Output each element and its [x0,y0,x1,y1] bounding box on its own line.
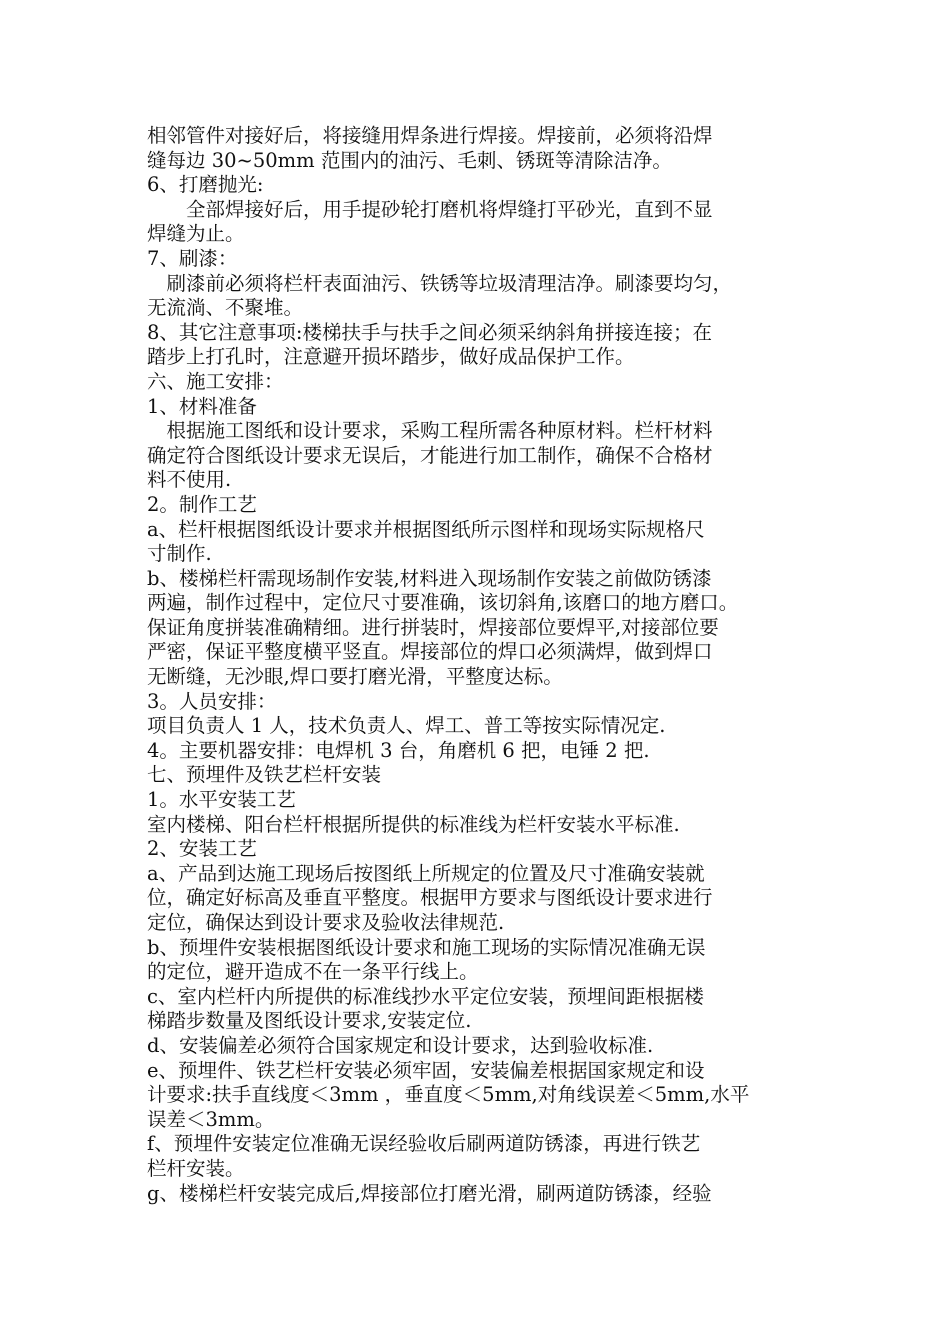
section-heading: 六、施工安排： [147,369,284,393]
text-line: 梯踏步数量及图纸设计要求,安装定位. [147,1009,472,1033]
text-line: g、楼梯栏杆安装完成后,焊接部位打磨光滑，刷两道防锈漆，经验 [147,1181,712,1205]
section-heading: 2。制作工艺 [147,492,257,516]
text-line: 料不使用. [147,468,232,492]
text-line: e、预埋件、铁艺栏杆安装必须牢固，安装偏差根据国家规定和设 [147,1058,705,1082]
text-line: 相邻管件对接好后，将接缝用焊条进行焊接。焊接前，必须将沿焊 [147,124,713,147]
text-line: 的定位，避开造成不在一条平行线上。 [147,960,479,984]
section-heading: 1、材料准备 [147,394,257,418]
text-line: 保证角度拼装准确精细。进行拼装时，焊接部位要焊平,对接部位要 [147,615,719,639]
text-line: 无流淌、不聚堆。 [147,296,304,320]
text-line: 位，确定好标高及垂直平整度。根据甲方要求与图纸设计要求进行 [147,886,713,910]
text-line: b、楼梯栏杆需现场制作安装,材料进入现场制作安装之前做防锈漆 [147,566,712,590]
text-line: 确定符合图纸设计要求无误后，才能进行加工制作，确保不合格材 [147,443,713,467]
text-line: 项目负责人 1 人，技术负责人、焊工、普工等按实际情况定. [147,714,666,738]
text-line: f、预埋件安装定位准确无误经验收后刷两道防锈漆，再进行铁艺 [147,1132,701,1156]
text-line: 踏步上打孔时，注意避开损坏踏步，做好成品保护工作。 [147,345,635,369]
text-line: 栏杆安装。 [147,1156,245,1180]
text-line: 无断缝，无沙眼,焊口要打磨光滑，平整度达标。 [147,665,563,689]
text-line: d、安装偏差必须符合国家规定和设计要求，达到验收标准. [147,1033,654,1057]
text-line: a、产品到达施工现场后按图纸上所规定的位置及尺寸准确安装就 [147,861,705,885]
document-body [147,124,815,1206]
text-line: 计要求:扶手直线度＜3mm ，垂直度＜5mm,对角线误差＜5mm,水平 [147,1083,750,1107]
text-line: 室内楼梯、阳台栏杆根据所提供的标准线为栏杆安装水平标准. [147,812,680,836]
section-heading: 1。水平安装工艺 [147,788,296,812]
text-line: 两遍，制作过程中，定位尺寸要准确，该切斜角,该磨口的地方磨口。 [147,591,739,615]
text-line: 缝每边 30~50mm 范围内的油污、毛刺、锈斑等清除洁净。 [147,148,672,172]
text-line: 4。主要机器安排：电焊机 3 台，角磨机 6 把，电锤 2 把. [147,738,650,762]
text-line: 定位，确保达到设计要求及验收法律规范. [147,911,505,934]
text-line: 误差＜3mm。 [147,1107,275,1131]
text-line: 根据施工图纸和设计要求，采购工程所需各种原材料。栏杆材料 [147,419,713,443]
section-heading: 3。人员安排： [147,689,277,713]
section-heading: 6、打磨抛光: [147,173,264,197]
text-line: b、预埋件安装根据图纸设计要求和施工现场的实际情况准确无误 [147,935,706,959]
section-heading: 七、预埋件及铁艺栏杆安装 [147,763,382,787]
text-line: 寸制作. [147,542,212,566]
text-line: 8、其它注意事项:楼梯扶手与扶手之间必须采纳斜角拼接连接；在 [147,320,712,344]
section-heading: 7、刷漆： [147,246,238,270]
text-line: 严密，保证平整度横平竖直。焊接部位的焊口必须满焊，做到焊口 [147,640,713,664]
text-line: 焊缝为止。 [147,222,245,246]
text-line: 全部焊接好后，用手提砂轮打磨机将焊缝打平砂光，直到不显 [147,197,713,221]
text-line: a、栏杆根据图纸设计要求并根据图纸所示图样和现场实际规格尺 [147,517,705,541]
section-heading: 2、安装工艺 [147,837,257,861]
text-line: 刷漆前必须将栏杆表面油污、铁锈等垃圾清理洁净。刷漆要均匀， [147,271,733,295]
text-line: c、室内栏杆内所提供的标准线抄水平定位安装，预埋间距根据楼 [147,984,704,1008]
